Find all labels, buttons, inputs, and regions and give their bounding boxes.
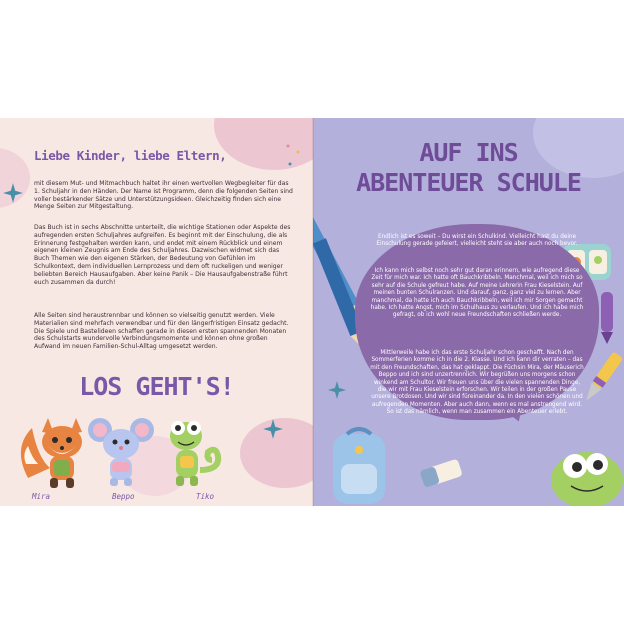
title-line-1: AUF INS [419, 138, 518, 167]
intro-paragraph: mit diesem Mut- und Mitmachbuch haltet ihr einen wertvollen Wegbegleiter für das 1. Schuljahr in den Händen. Der Name ist Programm, denn die folgenden Seiten sind voller bestärkender Sätze und Unterstützungsideen. Gleichzeitig finden sich eine Menge Seiten zur Mitgestaltung. [34, 180, 293, 211]
structure-paragraph: Das Buch ist in sechs Abschnitte unterteilt, die wichtige Stationen oder Aspekte des aufregenden ersten Schuljahres aufgreifen. Es beginnt mit der Einschulung, die als Erinnerung festgehalten werden kann, und endet mit einem Rückblick und einem eigenen kleinen Zeugnis am Ende des Schuljahres. Dazwischen widmet sich das Buch Themen wie den eigenen Stärken, der Bedeutung von Gefühlen im Schulkontext, dem individuellen Lernprozess und dem oft ruckeligen und weniger beliebten Bereich Hausaufgaben. Aber keine Panik – Die Hausaufgabenstraße führt euch zusammen da durch! [34, 224, 291, 286]
character-name-tiko: Tiko [196, 492, 215, 501]
usage-paragraph: Alle Seiten sind heraustrennbar und können so vielseitig genutzt werden. Viele Materialien sind mehrfach verwendbar und für den längerfristigen Einsatz gedacht. Die Spiele und Bastelideen schaffen gerade in diesen ersten spannenden Monaten des Schulstarts wundervolle Verbindungsmomente und können ohne großen Aufwand im neuen Familien-Schul-Alltag umgesetzt werden. [34, 312, 289, 351]
chameleon-peeking-illustration [543, 436, 624, 506]
mouse-illustration [86, 414, 156, 492]
title-line-2: ABENTEUER SCHULE [356, 168, 581, 197]
backpack-icon [327, 424, 391, 506]
teal-star-icon [262, 418, 284, 440]
book-spine [312, 118, 314, 506]
story-paragraph-3: Mittlerweile habe ich das erste Schuljahr schon geschafft. Nach den Sommerferien komme ich in die 2. Klasse. Und ich kann dir verraten – das mit den Freundschaften, das hat geklappt. Die Füchsin Mira, der Mäuserich Beppo und ich sind unzertrennlich. Wir begrüßen uns morgens schon winkend am Schultor. Wir freuen uns über die vielen spannenden Dinge, die wir mit Frau Kieselstein erforschen. Wir teilen in der großen Pause unsere Brotdosen. Und wir sind füreinander da. In den vielen schönen und aufregenden Momenten. Aber auch dann, wenn es mal anstrengend wird. So ist das nämlich, wenn man zusammen ein Abenteuer erlebt. [370, 350, 584, 416]
right-page [313, 118, 624, 506]
story-paragraph-2: Ich kann mich selbst noch sehr gut daran erinnern, wie aufregend diese Zeit für mich war. Ich hatte oft Bauchkribbeln. Manchmal, weil ich mich so sehr auf die Schule gefreut habe. Auf meine Lehrerin Frau Kieselstein. Auf meinen bunten Schulranzen. Und darauf, ganz, ganz viel zu lernen. Aber manchmal, da hatte ich auch Bauchkribbeln, weil ich mir Sorgen gemacht habe. Ich hatte Angst, mich im Schulhaus zu verlaufen. Und ich habe mich gefragt, ob ich wohl neue Freundschaften schließen werde. [370, 268, 584, 319]
left-page [0, 118, 313, 506]
eraser-icon [417, 456, 467, 490]
book-spread [0, 118, 624, 506]
greeting-heading: Liebe Kinder, liebe Eltern, [34, 148, 227, 163]
los-gehts-headline: LOS GEHT'S! [79, 372, 234, 401]
story-paragraph-1: Endlich ist es soweit – Du wirst ein Schulkind. Vielleicht hast du deine Einschulung gerade gefeiert, vielleicht steht sie aber auch noch bevor. [376, 234, 578, 248]
teal-star-icon [327, 380, 347, 400]
dots-decoration-icon [284, 142, 304, 172]
character-name-beppo: Beppo [112, 492, 135, 501]
teal-star-icon [2, 182, 24, 204]
chameleon-illustration [156, 414, 226, 494]
character-name-mira: Mira [32, 492, 51, 501]
